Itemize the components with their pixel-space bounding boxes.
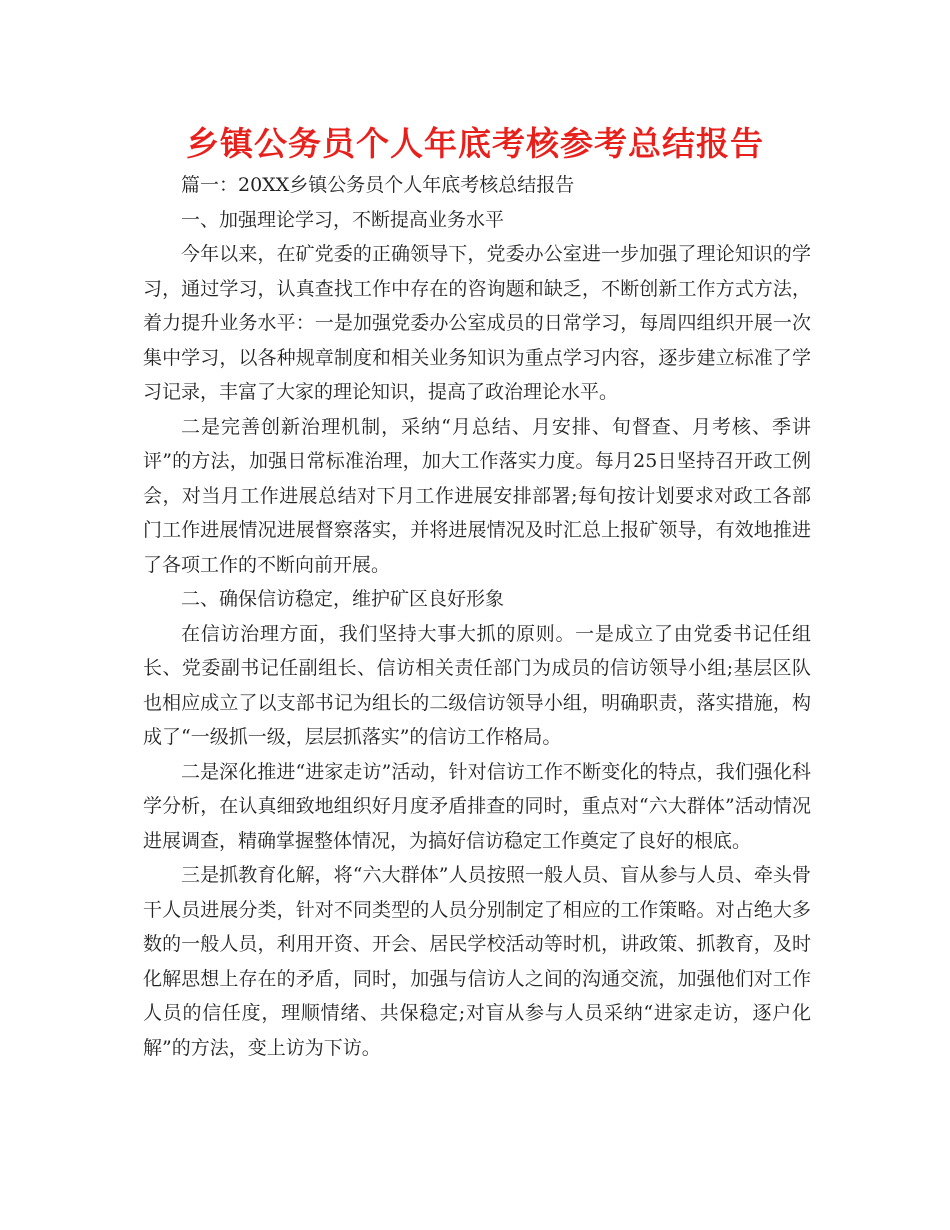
body-paragraph: 二是完善创新治理机制，采纳“月总结、月安排、旬督查、月考核、季讲评”的方法，加强日常标准治理，加大工作落实力度。每月25日坚持召开政工例会，对当月工作进展总结对下月工作进展安排部署;每旬按计划要求对政工各部门工作进展情况进展督察落实，并将进展情况及时汇总上报矿领导，有效地推进了各项工作的不断向前开展。: [143, 415, 811, 576]
section-heading: 一、加强理论学习，不断提高业务水平: [181, 208, 505, 231]
section-heading: 二、确保信访稳定，维护矿区良好形象: [181, 588, 505, 610]
document-body: [143, 168, 811, 1065]
document-title: 乡镇公务员个人年底考核参考总结报告: [186, 124, 764, 163]
body-paragraph: 三是抓教育化解，将“六大群体”人员按照一般人员、盲从参与人员、牵头骨干人员进展分类，针对不同类型的人员分别制定了相应的工作策略。对占绝大多数的一般人员，利用开资、开会、居民学校活动等时机，讲政策、抓教育，及时化解思想上存在的矛盾，同时，加强与信访人之间的沟通交流，加强他们对工作人员的信任度，理顺情绪、共保稳定;对盲从参与人员采纳“进家走访，逐户化解”的方法，变上访为下访。: [143, 864, 811, 1059]
body-paragraph: 今年以来，在矿党委的正确领导下，党委办公室进一步加强了理论知识的学习，通过学习，认真查找工作中存在的咨询题和缺乏，不断创新工作方式方法，着力提升业务水平：一是加强党委办公室成员的日常学习，每周四组织开展一次集中学习，以各种规章制度和相关业务知识为重点学习内容，逐步建立标准了学习记录，丰富了大家的理论知识，提高了政治理论水平。: [143, 243, 811, 403]
body-paragraph: 二是深化推进“进家走访”活动，针对信访工作不断变化的特点，我们强化科学分析，在认真细致地组织好月度矛盾排查的同时，重点对“六大群体”活动情况进展调查，精确掌握整体情况，为搞好信访稳定工作奠定了良好的根底。: [143, 760, 811, 852]
body-paragraph: 在信访治理方面，我们坚持大事大抓的原则。一是成立了由党委书记任组长、党委副书记任副组长、信访相关责任部门为成员的信访领导小组;基层区队也相应成立了以支部书记为组长的二级信访领导小组，明确职责，落实措施，构成了“一级抓一级，层层抓落实”的信访工作格局。: [143, 622, 811, 748]
subtitle-paragraph: 篇一：20XX乡镇公务员个人年底考核总结报告: [181, 174, 575, 196]
